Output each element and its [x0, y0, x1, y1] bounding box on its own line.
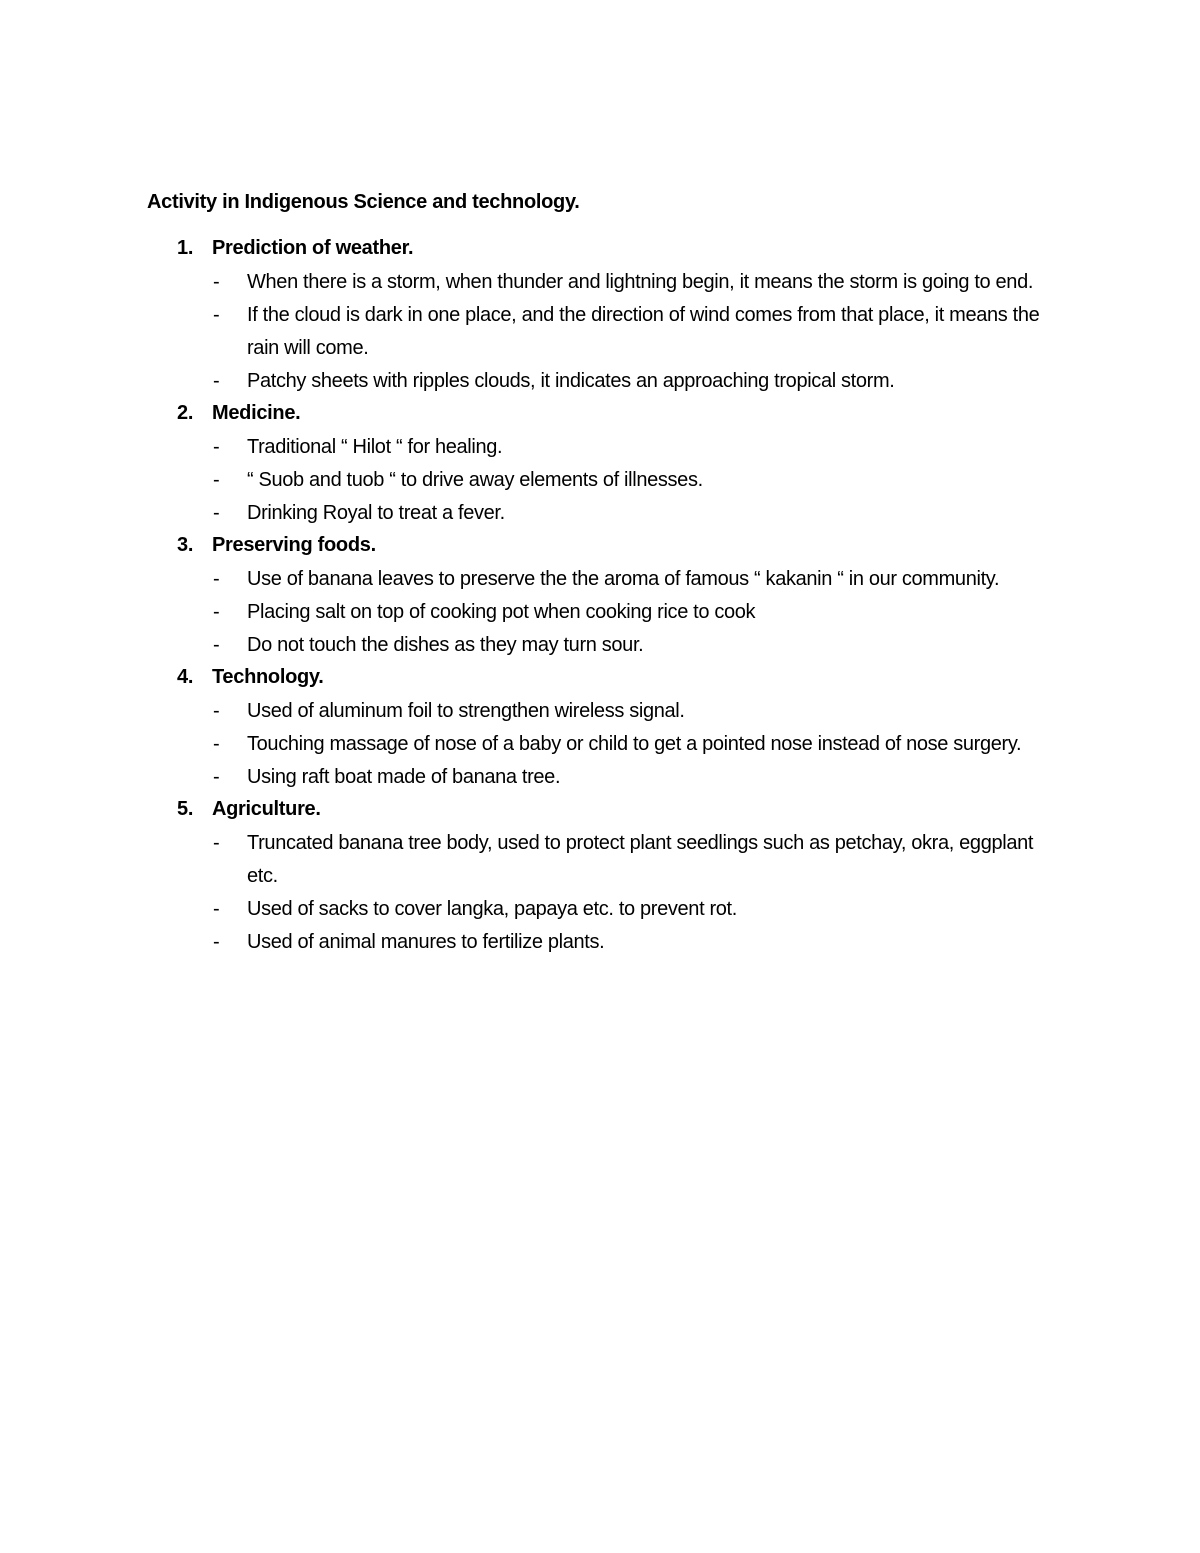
list-item-text: If the cloud is dark in one place, and the direction of wind comes from that place, it means the rain will come.	[247, 304, 1040, 359]
section-number: 3.	[177, 534, 194, 556]
list-item	[0, 695, 1200, 728]
dash-marker: -	[213, 634, 220, 656]
list-item	[0, 299, 1200, 365]
list-item	[0, 629, 1200, 662]
dash-marker: -	[213, 370, 220, 392]
list-item-text: Use of banana leaves to preserve the the aroma of famous “ kakanin “ in our community.	[247, 568, 1000, 590]
list-item	[0, 728, 1200, 761]
dash-marker: -	[213, 436, 220, 458]
list-item	[0, 464, 1200, 497]
list-item	[0, 266, 1200, 299]
dash-marker: -	[213, 733, 220, 755]
list-item-text: Traditional “ Hilot “ for healing.	[247, 436, 503, 458]
section-heading	[0, 662, 1200, 695]
section-heading	[0, 398, 1200, 431]
section-number: 4.	[177, 666, 194, 688]
dash-marker: -	[213, 832, 220, 854]
list-item-text: Placing salt on top of cooking pot when cooking rice to cook	[247, 601, 756, 623]
section-heading	[0, 233, 1200, 266]
section-label: Prediction of weather.	[212, 237, 414, 259]
section-heading	[0, 530, 1200, 563]
dash-marker: -	[213, 931, 220, 953]
section-label: Preserving foods.	[212, 534, 376, 556]
dash-marker: -	[213, 568, 220, 590]
section-label: Technology.	[212, 666, 324, 688]
section-medicine	[0, 398, 1200, 530]
section-list	[0, 233, 1200, 959]
dash-marker: -	[213, 469, 220, 491]
list-item	[0, 431, 1200, 464]
dash-marker: -	[213, 700, 220, 722]
list-item	[0, 761, 1200, 794]
section-label: Agriculture.	[212, 798, 321, 820]
section-number: 5.	[177, 798, 194, 820]
list-item-text: Touching massage of nose of a baby or child to get a pointed nose instead of nose surgery.	[247, 733, 1022, 755]
dash-marker: -	[213, 502, 220, 524]
dash-marker: -	[213, 766, 220, 788]
section-number: 2.	[177, 402, 194, 424]
dash-marker: -	[213, 304, 220, 326]
list-item-text: “ Suob and tuob “ to drive away elements of illnesses.	[247, 469, 703, 491]
document-title: Activity in Indigenous Science and technology.	[147, 191, 580, 213]
list-item-text: Patchy sheets with ripples clouds, it indicates an approaching tropical storm.	[247, 370, 895, 392]
list-item-text: Used of aluminum foil to strengthen wireless signal.	[247, 700, 685, 722]
dash-marker: -	[213, 601, 220, 623]
section-technology	[0, 662, 1200, 794]
section-label: Medicine.	[212, 402, 301, 424]
section-heading	[0, 794, 1200, 827]
list-item	[0, 926, 1200, 959]
list-item-text: When there is a storm, when thunder and lightning begin, it means the storm is going to end.	[247, 271, 1034, 293]
list-item-text: Using raft boat made of banana tree.	[247, 766, 561, 788]
section-agriculture	[0, 794, 1200, 959]
dash-marker: -	[213, 271, 220, 293]
list-item	[0, 365, 1200, 398]
list-item	[0, 596, 1200, 629]
list-item-text: Used of animal manures to fertilize plants.	[247, 931, 605, 953]
list-item	[0, 497, 1200, 530]
list-item	[0, 827, 1200, 893]
section-preserving-foods	[0, 530, 1200, 662]
section-number: 1.	[177, 237, 194, 259]
list-item	[0, 563, 1200, 596]
section-prediction-of-weather	[0, 233, 1200, 398]
list-item-text: Truncated banana tree body, used to protect plant seedlings such as petchay, okra, eggplant etc.	[247, 832, 1034, 887]
list-item-text: Do not touch the dishes as they may turn sour.	[247, 634, 644, 656]
list-item-text: Used of sacks to cover langka, papaya etc. to prevent rot.	[247, 898, 737, 920]
list-item-text: Drinking Royal to treat a fever.	[247, 502, 505, 524]
dash-marker: -	[213, 898, 220, 920]
list-item	[0, 893, 1200, 926]
